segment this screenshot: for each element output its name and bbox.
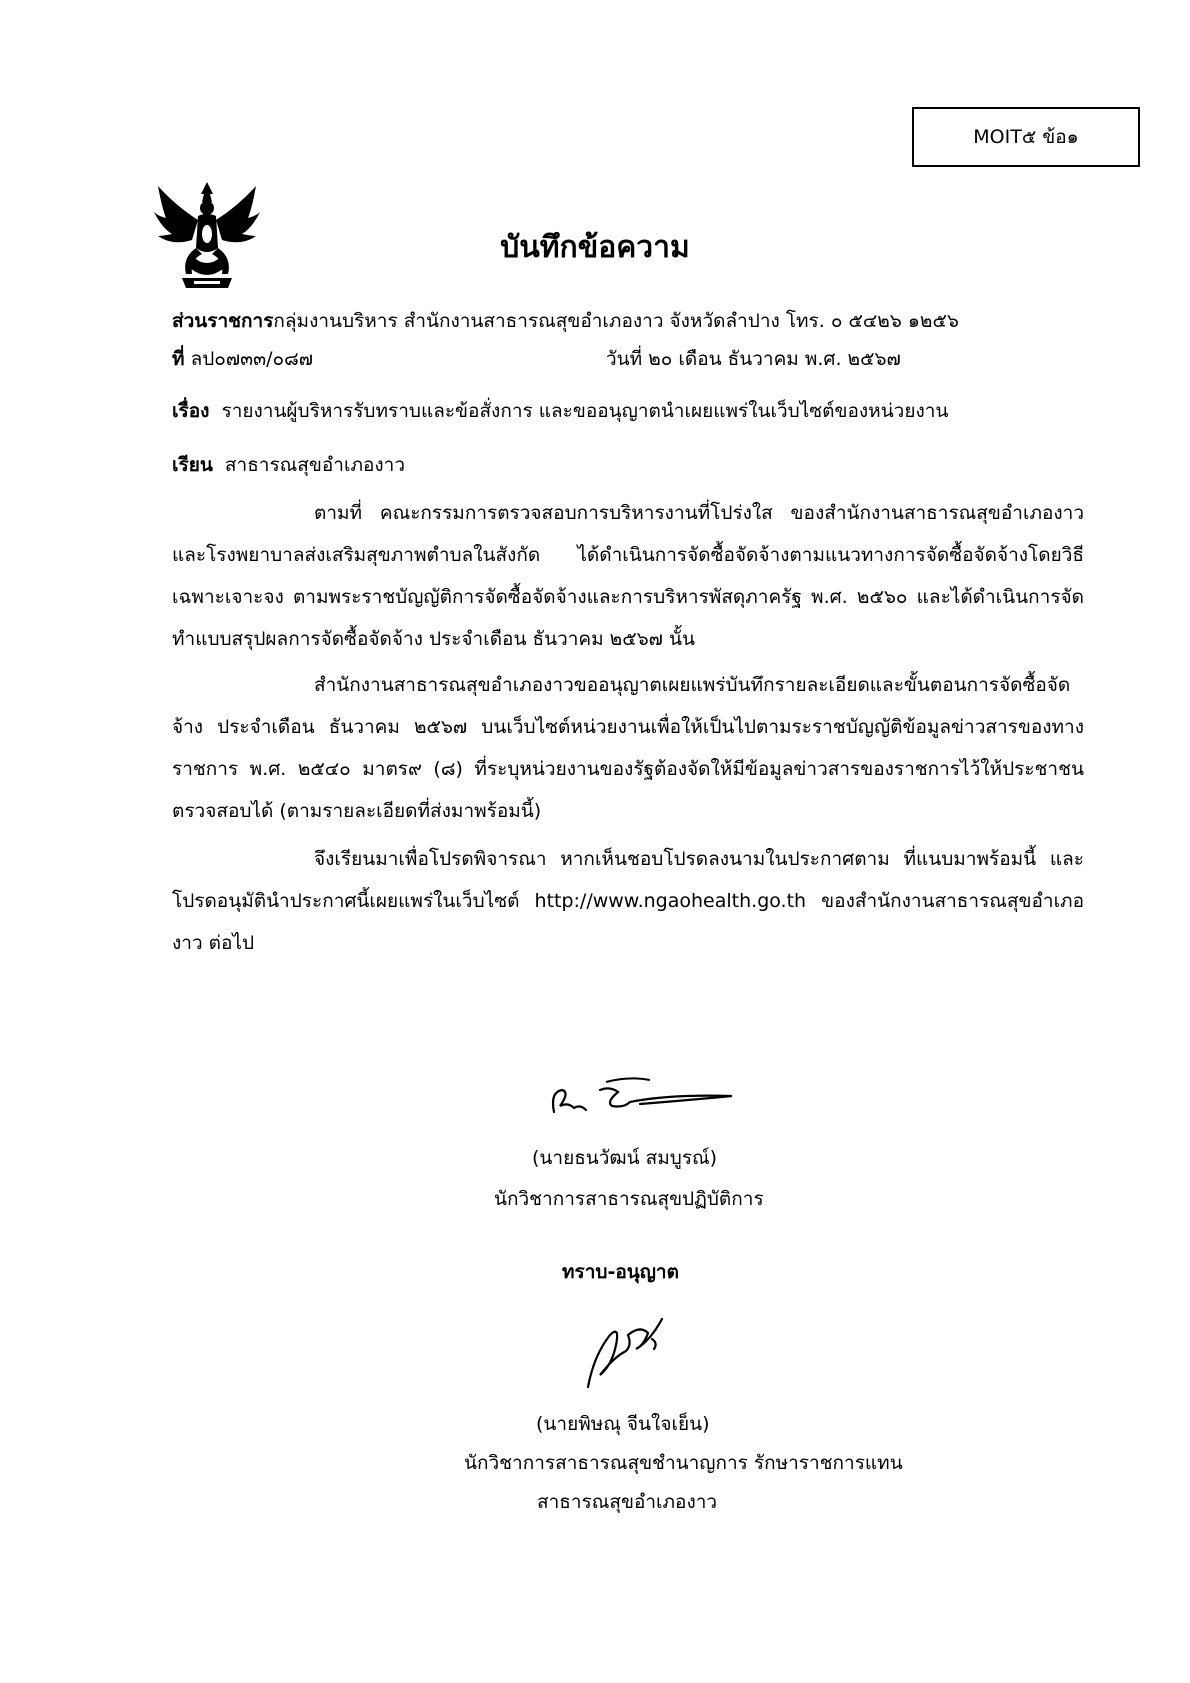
subject-label: เรื่อง <box>172 400 210 422</box>
signer2-position-1: นักวิชาการสาธารณสุขชำนาญการ รักษาราชการแทน <box>464 1452 903 1474</box>
subject-value: รายงานผู้บริหารรับทราบและข้อสั่งการ และขออนุญาตนำเผยแพร่ในเว็บไซต์ของหน่วยงาน <box>221 400 949 422</box>
reference-value: ลป๐๗๓๓/๐๘๗ <box>190 348 314 370</box>
body-paragraph-2: สำนักงานสาธารณสุขอำเภองาวขออนุญาตเผยแพร่บันทึกรายละเอียดและขั้นตอนการจัดซื้อจัดจ้าง ประจำเดือน ธันวาคม ๒๕๖๗ บนเว็บไซต์หน่วยงานเพื่อให้เป็นไปตามระราชบัญญัติข้อมูลข่าวสารของทางราชการ พ.ศ. ๒๕๔๐ มาตร๙ (๘) ที่ระบุหน่วยงานของรัฐต้องจัดให้มีข้อมูลข่าวสารของราชการไว้ให้ประชาชนตรวจสอบได้ (ตามรายละเอียดที่ส่งมาพร้อมนี้) <box>172 674 1084 822</box>
salutation-line <box>172 450 405 480</box>
signer2-name: (นายพิษณุ จีนใจเย็น) <box>536 1413 710 1435</box>
salutation-label: เรียน <box>172 454 213 476</box>
date-line: วันที่ ๒๐ เดือน ธันวาคม พ.ศ. ๒๕๖๗ <box>606 348 901 370</box>
salutation-value: สาธารณสุขอำเภองาว <box>224 454 405 476</box>
signer1-position: นักวิชาการสาธารณสุขปฏิบัติการ <box>494 1188 764 1210</box>
reference-code: MOIT๕ ข้อ๑ <box>973 126 1079 148</box>
agency-line <box>172 306 959 336</box>
signature-1 <box>540 1062 740 1122</box>
approval-label: ทราบ-อนุญาต <box>562 1261 679 1283</box>
subject-line <box>172 396 948 426</box>
signature-2 <box>570 1305 680 1395</box>
agency-value: กลุ่มงานบริหาร สำนักงานสาธารณสุขอำเภองาว จังหวัดลำปาง โทร. ๐ ๕๔๒๖ ๑๒๕๖ <box>273 310 959 332</box>
reference-line <box>172 344 313 374</box>
agency-label: ส่วนราชการ <box>172 310 274 332</box>
body-paragraph-1: ตามที่ คณะกรรมการตรวจสอบการบริหารงานที่โปร่งใส ของสำนักงานสาธารณสุขอำเภองาว และโรงพยาบาลส่งเสริมสุขภาพตำบลในสังกัด ได้ดำเนินการจัดซื้อจัดจ้างตามแนวทางการจัดซื้อจัดจ้างโดยวิธีเฉพาะเจาะจง ตามพระราชบัญญัติการจัดซื้อจัดจ้างและการบริหารพัสดุภาครัฐ พ.ศ. ๒๕๖๐ และได้ดำเนินการจัดทำแบบสรุปผลการจัดซื้อจัดจ้าง ประจำเดือน ธันวาคม ๒๕๖๗ นั้น <box>172 502 1084 650</box>
body-paragraph-3: จึงเรียนมาเพื่อโปรดพิจารณา หากเห็นชอบโปรดลงนามในประกาศตาม ที่แนบมาพร้อมนี้ และโปรดอนุมัตินำประกาศนี้เผยแพร่ในเว็บไซต์ http://www.ngaohealth.go.th ของสำนักงานสาธารณสุขอำเภองาว ต่อไป <box>172 848 1084 954</box>
reference-box <box>912 107 1140 167</box>
reference-label: ที่ <box>172 348 185 370</box>
signer1-name: (นายธนวัฒน์ สมบูรณ์) <box>532 1147 718 1169</box>
signer2-position-2: สาธารณสุขอำเภองาว <box>537 1491 718 1513</box>
document-title: บันทึกข้อความ <box>500 230 690 265</box>
